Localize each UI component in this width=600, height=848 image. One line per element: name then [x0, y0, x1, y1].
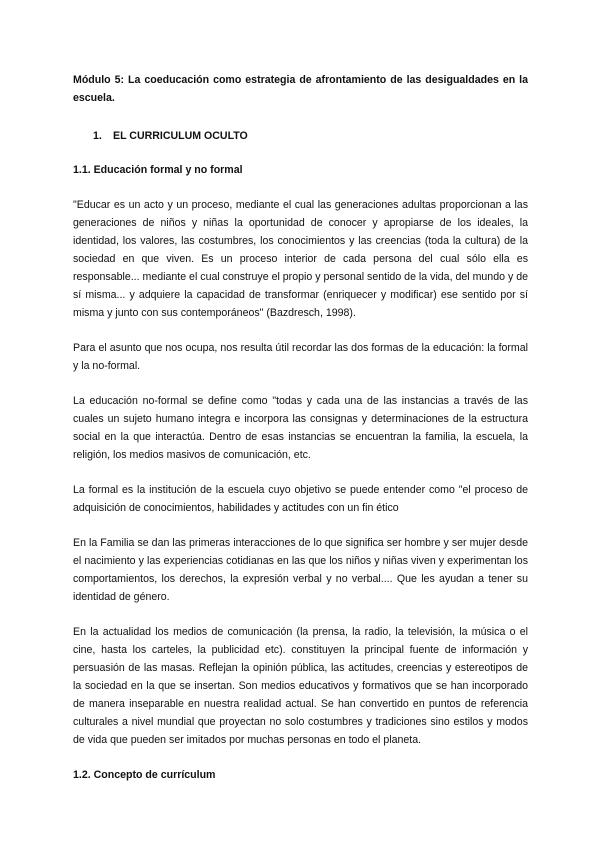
section-label: EL CURRICULUM OCULTO: [113, 130, 248, 142]
section-number: 1.: [93, 130, 102, 142]
document-page: [73, 71, 528, 801]
module-title: Módulo 5: La coeducación como estrategia de afrontamiento de las desigualdades en la escuela.: [73, 74, 528, 104]
paragraph-quote-bazdresch: "Educar es un acto y un proceso, mediante el cual las generaciones adultas proporcionan a las generaciones de niños y niñas la oportunidad de conocer y apropiarse de los ideales, la identidad, los valores, las costumbres, los conocimientos y las creencias (toda la cultura) de la sociedad en que viven. Es un proceso interior de cada persona del cual sólo ella es responsable... mediante el cual construye el propio y personal sentido de la vida, del mundo y de sí misma... y adquiere la capacidad de transformar (enriquecer y modificar) ese sentido por sí misma y junto con sus contemporáneos" (Bazdresch, 1998).: [73, 199, 528, 319]
section-heading: [73, 127, 528, 145]
paragraph-two-forms: Para el asunto que nos ocupa, nos resulta útil recordar las dos formas de la educación: la formal y la no-formal.: [73, 342, 528, 372]
paragraph-no-formal: La educación no-formal se define como "todas y cada una de las instancias a través de las cuales un sujeto humano integra e incorpora las consignas y determinaciones de la estructura social en la que interactúa. Dentro de esas instancias se encuentran la familia, la escuela, la religión, los medios masivos de comunicación, etc.: [73, 395, 528, 461]
subsection-heading-formal-no-formal: 1.1. Educación formal y no formal: [73, 164, 243, 176]
paragraph-formal: La formal es la institución de la escuela cuyo objetivo se puede entender como "el proceso de adquisición de conocimientos, habilidades y actitudes con un fin ético: [73, 484, 528, 514]
paragraph-familia: En la Familia se dan las primeras interacciones de lo que significa ser hombre y ser mujer desde el nacimiento y las experiencias cotidianas en las que los niños y niñas viven y experimentan los comportamientos, los derechos, la expresión verbal y no verbal.... Que les ayudan a tener su identidad de género.: [73, 537, 528, 603]
paragraph-medios: En la actualidad los medios de comunicación (la prensa, la radio, la televisión, la música o el cine, hasta los carteles, la publicidad etc). constituyen la principal fuente de información y persuasión de las masas. Reflejan la opinión pública, las actitudes, creencias y estereotipos de la sociedad en la que se insertan. Son medios educativos y formativos que se han incorporado de manera inseparable en nuestra realidad actual. Se han convertido en puntos de referencia culturales a nivel mundial que proyectan no solo costumbres y tradiciones sino estilos y modos de vida que pueden ser imitados por muchas personas en todo el planeta.: [73, 626, 528, 746]
subsection-heading-curriculum: 1.2. Concepto de currículum: [73, 769, 216, 781]
